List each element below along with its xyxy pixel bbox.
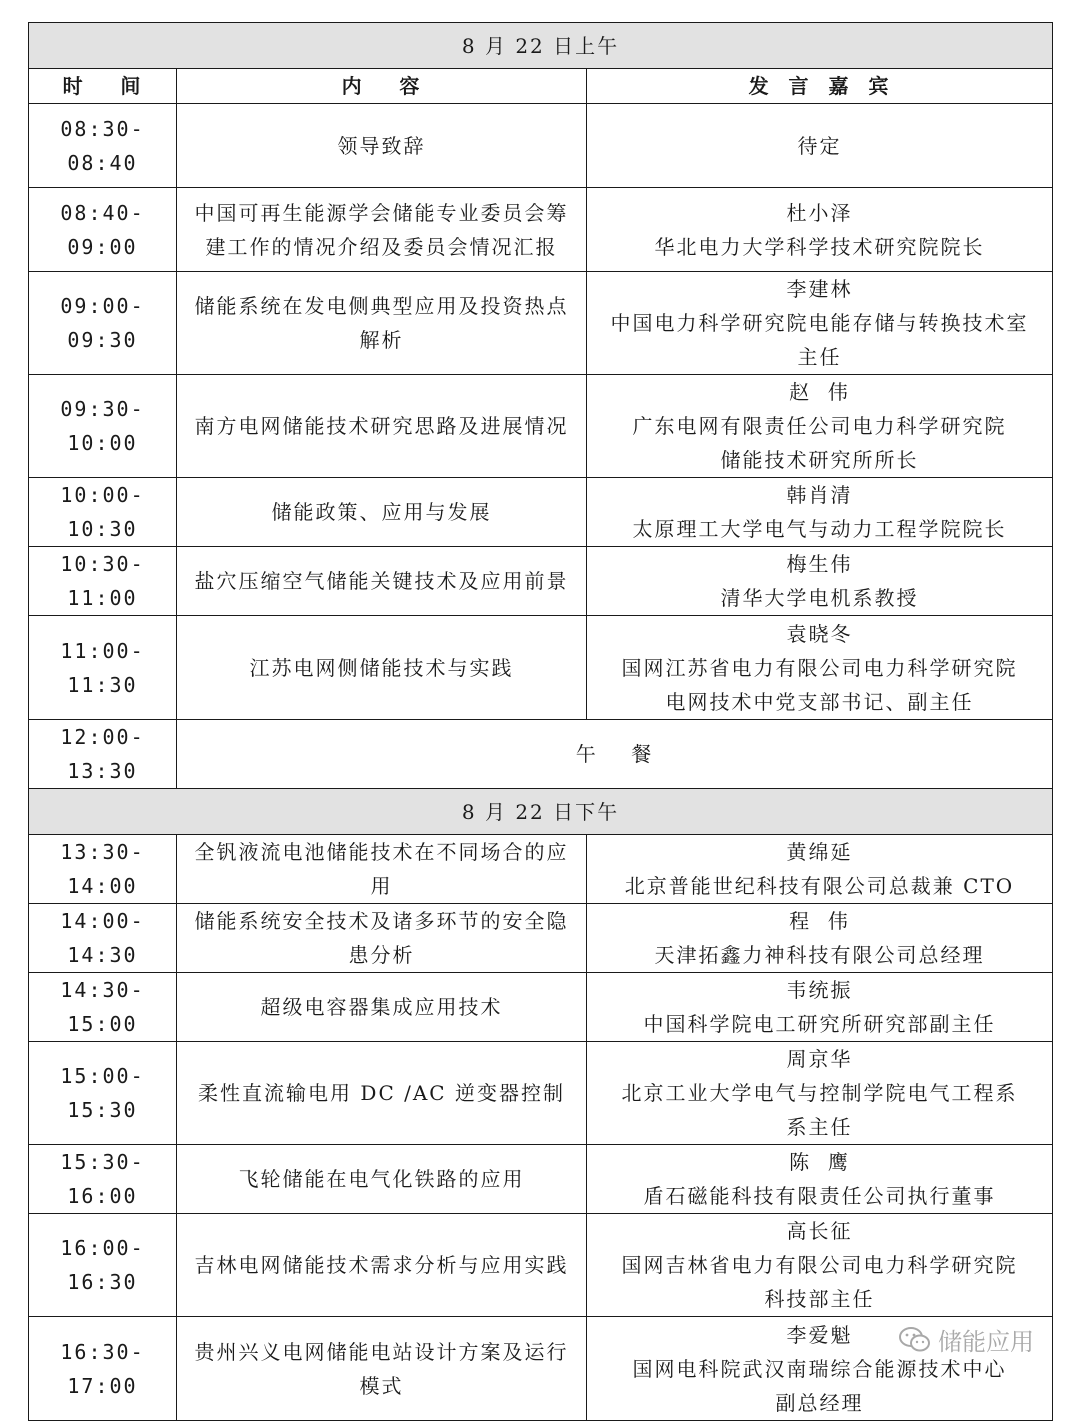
session-time: 09:00-09:30 — [29, 272, 177, 375]
session-time: 09:30-10:00 — [29, 375, 177, 478]
session-row — [29, 616, 1053, 720]
section-row-afternoon — [29, 789, 1053, 835]
watermark — [898, 1322, 1034, 1357]
text-line: 科技部主任 — [764, 1287, 875, 1311]
session-speaker — [587, 478, 1053, 547]
text-line: 贵州兴义电网储能电站设计方案及运行 — [194, 1339, 569, 1364]
session-time: 13:30-14:00 — [29, 835, 177, 904]
agenda-body — [29, 23, 1053, 1421]
header-row — [29, 69, 1053, 104]
session-topic — [177, 375, 587, 478]
agenda-table — [28, 22, 1053, 1421]
session-time: 08:40-09:00 — [29, 188, 177, 272]
session-row — [29, 835, 1053, 904]
section-title-morning: 8 月 22 日上午 — [29, 23, 1053, 69]
session-speaker — [587, 835, 1053, 904]
text-line: 领导致辞 — [337, 133, 426, 158]
text-line: 储能技术研究所所长 — [720, 448, 919, 472]
watermark-text: 储能应用 — [938, 1328, 1034, 1356]
text-line: 中国可再生能源学会储能专业委员会筹 — [194, 200, 569, 225]
text-line: 高长征 — [786, 1219, 853, 1243]
session-topic — [177, 104, 587, 188]
session-row — [29, 973, 1053, 1042]
text-line: 模式 — [359, 1373, 404, 1398]
session-speaker — [587, 375, 1053, 478]
text-line: 李建林 — [786, 277, 853, 301]
session-row — [29, 272, 1053, 375]
text-line: 程 伟 — [789, 909, 850, 933]
lunch-label-text: 午 餐 — [575, 742, 654, 766]
text-line: 梅生伟 — [786, 552, 853, 576]
text-line: 储能系统在发电侧典型应用及投资热点 — [194, 294, 569, 318]
session-topic — [177, 1145, 587, 1214]
text-line: 柔性直流输电用 DC /AC 逆变器控制 — [198, 1081, 565, 1105]
text-line: 北京工业大学电气与控制学院电气工程系 — [621, 1081, 1018, 1105]
text-line: 韩肖清 — [786, 483, 853, 507]
session-time: 10:30-11:00 — [29, 547, 177, 616]
text-line: 广东电网有限责任公司电力科学研究院 — [632, 414, 1007, 438]
section-row-morning — [29, 23, 1053, 69]
session-speaker — [587, 1145, 1053, 1214]
text-line: 中国科学院电工研究所研究部副主任 — [643, 1012, 996, 1036]
text-line: 用 — [370, 874, 393, 898]
text-line: 盐穴压缩空气储能关键技术及应用前景 — [194, 569, 569, 593]
text-line: 副总经理 — [775, 1390, 864, 1415]
session-topic — [177, 272, 587, 375]
session-speaker — [587, 1042, 1053, 1145]
section-title-afternoon: 8 月 22 日下午 — [29, 789, 1053, 835]
header-time: 时 间 — [29, 69, 177, 104]
text-line: 全钒液流电池储能技术在不同场合的应 — [194, 840, 569, 864]
text-line: 解析 — [359, 328, 404, 352]
text-line: 电网技术中党支部书记、副主任 — [665, 689, 974, 714]
wechat-icon — [898, 1325, 932, 1355]
session-speaker — [587, 272, 1053, 375]
text-line: 吉林电网储能技术需求分析与应用实践 — [194, 1253, 569, 1277]
session-speaker — [587, 188, 1053, 272]
session-row — [29, 104, 1053, 188]
session-speaker — [587, 973, 1053, 1042]
text-line: 杜小泽 — [786, 200, 853, 225]
session-speaker — [587, 104, 1053, 188]
session-topic — [177, 973, 587, 1042]
text-line: 赵 伟 — [789, 380, 850, 404]
session-topic — [177, 1317, 587, 1421]
text-line: 黄绵延 — [786, 840, 853, 864]
text-line: 江苏电网侧储能技术与实践 — [249, 655, 514, 680]
session-time: 16:30-17:00 — [29, 1317, 177, 1421]
text-line: 国网江苏省电力有限公司电力科学研究院 — [621, 655, 1018, 680]
header-speaker: 发 言 嘉 宾 — [587, 69, 1053, 104]
session-row — [29, 1145, 1053, 1214]
session-row — [29, 188, 1053, 272]
lunch-row — [29, 720, 1053, 789]
session-topic — [177, 547, 587, 616]
session-speaker — [587, 616, 1053, 720]
session-row — [29, 375, 1053, 478]
session-topic — [177, 616, 587, 720]
text-line: 中国电力科学研究院电能存储与转换技术室 — [610, 311, 1029, 335]
text-line: 李爱魁 — [786, 1322, 853, 1347]
text-line: 建工作的情况介绍及委员会情况汇报 — [205, 234, 558, 259]
text-line: 储能政策、应用与发展 — [271, 500, 492, 524]
text-line: 周京华 — [786, 1047, 853, 1071]
session-topic — [177, 188, 587, 272]
session-topic — [177, 478, 587, 547]
text-line: 国网吉林省电力有限公司电力科学研究院 — [621, 1253, 1018, 1277]
text-line: 国网电科院武汉南瑞综合能源技术中心 — [632, 1356, 1007, 1381]
text-line: 天津拓鑫力神科技有限公司总经理 — [654, 943, 985, 967]
session-row — [29, 1042, 1053, 1145]
session-row — [29, 547, 1053, 616]
text-line: 清华大学电机系教授 — [720, 586, 919, 610]
session-speaker — [587, 547, 1053, 616]
text-line: 韦统振 — [786, 978, 853, 1002]
session-time: 11:00-11:30 — [29, 616, 177, 720]
header-content: 内 容 — [177, 69, 587, 104]
session-row — [29, 904, 1053, 973]
session-topic — [177, 835, 587, 904]
text-line: 患分析 — [348, 943, 415, 967]
session-time: 16:00-16:30 — [29, 1214, 177, 1317]
text-line: 陈 鹰 — [789, 1150, 850, 1174]
text-line: 主任 — [797, 345, 842, 369]
session-time: 15:00-15:30 — [29, 1042, 177, 1145]
session-speaker — [587, 1214, 1053, 1317]
session-time: 15:30-16:00 — [29, 1145, 177, 1214]
session-speaker — [587, 904, 1053, 973]
session-row — [29, 1214, 1053, 1317]
session-time: 14:00-14:30 — [29, 904, 177, 973]
text-line: 超级电容器集成应用技术 — [260, 995, 503, 1019]
session-topic — [177, 1214, 587, 1317]
text-line: 太原理工大学电气与动力工程学院院长 — [632, 517, 1007, 541]
session-time: 14:30-15:00 — [29, 973, 177, 1042]
session-topic — [177, 1042, 587, 1145]
text-line: 飞轮储能在电气化铁路的应用 — [238, 1167, 525, 1191]
lunch-label — [177, 720, 1053, 789]
text-line: 华北电力大学科学技术研究院院长 — [654, 234, 985, 259]
text-line: 储能系统安全技术及诸多环节的安全隐 — [194, 909, 569, 933]
lunch-time: 12:00-13:30 — [29, 720, 177, 789]
session-topic — [177, 904, 587, 973]
session-time: 10:00-10:30 — [29, 478, 177, 547]
session-row — [29, 478, 1053, 547]
text-line: 南方电网储能技术研究思路及进展情况 — [194, 414, 569, 438]
text-line: 盾石磁能科技有限责任公司执行董事 — [643, 1184, 996, 1208]
text-line: 袁晓冬 — [786, 621, 853, 646]
session-time: 08:30-08:40 — [29, 104, 177, 188]
text-line: 北京普能世纪科技有限公司总裁兼 CTO — [624, 874, 1015, 898]
text-line: 系主任 — [786, 1115, 853, 1139]
text-line: 待定 — [797, 133, 842, 158]
